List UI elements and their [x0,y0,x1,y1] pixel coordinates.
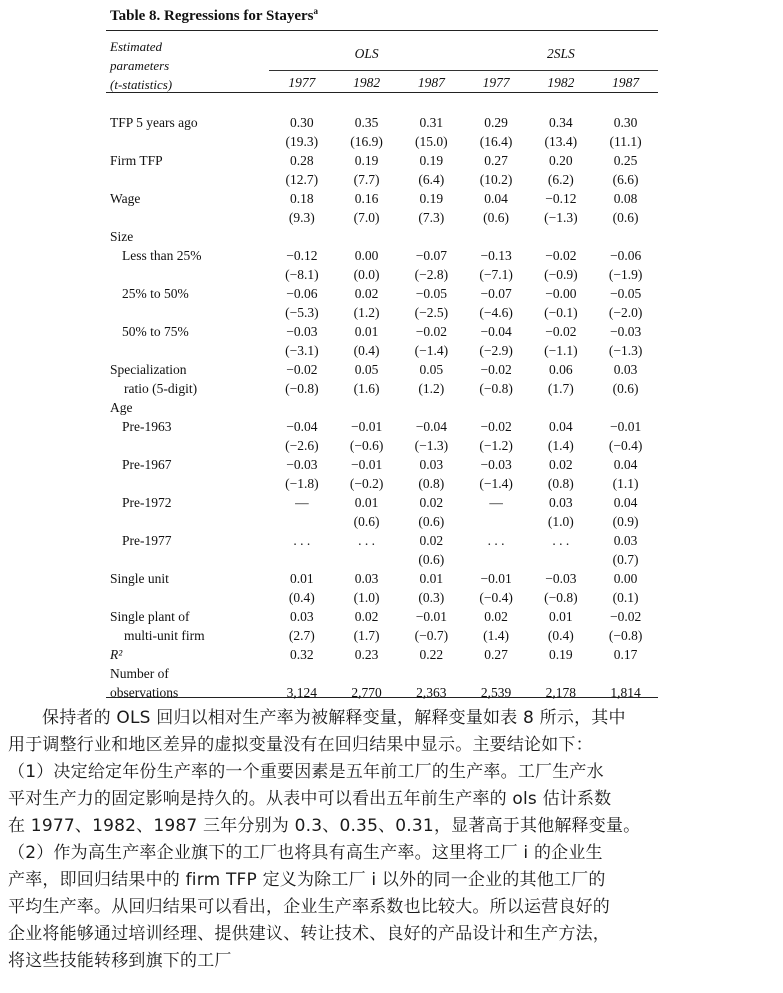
row-label-continued [106,474,269,493]
row-label: Wage [110,191,141,206]
coef-cell: −0.13 [480,248,512,263]
tstat-cell: (−4.6) [479,305,513,320]
tstat-cell: (−0.8) [285,381,319,396]
coef-cell: 0.01 [290,571,314,586]
year-header: 1977 [482,75,510,91]
coef-cell: 0.02 [354,286,379,301]
coef-cell: 0.03 [613,533,638,548]
coef-cell: 0.02 [549,457,573,472]
coef-cell: 0.17 [613,647,638,662]
row-label-continued: observations [110,685,179,700]
coef-cell [593,227,658,246]
tstat-cell [464,550,529,569]
commentary-line: 产率，即回归结果中的 firm TFP 定义为除工厂 i 以外的同一企业的其他工厂的 [8,870,606,890]
tstat-cell: (9.3) [288,210,315,225]
coef-cell [528,398,593,417]
coef-cell: −0.02 [480,419,512,434]
coef-cell: −0.01 [350,419,383,434]
tstat-cell: (−0.4) [608,438,643,453]
coef-cell: 0.19 [419,191,444,206]
table-row [106,227,658,246]
commentary-line: 平均生产率。从回归结果可以看出，企业生产率系数也比较大。所以运营良好的 [8,897,610,917]
row-label-continued [106,512,269,531]
regression-table [106,37,658,702]
coef-cell: −0.01 [350,457,383,472]
coef-cell [269,664,334,683]
coef-cell: −0.04 [415,419,447,434]
table-row [106,151,658,170]
table-row [106,322,658,341]
tstat-cell: (−1.3) [608,343,643,358]
tstat-cell: (6.2) [547,172,574,187]
coef-cell: 0.28 [290,153,314,168]
coef-cell: . . . [487,533,505,548]
coef-cell: 0.03 [549,495,573,510]
table-row [106,246,658,265]
tstat-cell: (−2.0) [608,305,643,320]
table-row-tstat [106,303,658,322]
coef-cell: 0.02 [419,495,444,510]
tstat-cell: (−0.8) [608,628,643,643]
tstat-cell: (−2.9) [479,343,513,358]
tstat-cell: (1.1) [612,476,639,491]
tstat-cell: (1.7) [547,381,574,396]
coef-cell: −0.04 [480,324,512,339]
table-row [106,455,658,474]
table-row-tstat [106,132,658,151]
tstat-cell: (7.7) [353,172,380,187]
obs-cell: 2,363 [416,685,447,700]
tstat-cell: (−0.2) [349,476,384,491]
tstat-cell: (0.8) [547,476,574,491]
coef-cell: −0.01 [609,419,642,434]
table-row [106,569,658,588]
tstat-cell: (1.0) [547,514,574,529]
table-row [106,113,658,132]
table-row-tstat [106,588,658,607]
obs-cell: 2,770 [351,685,382,700]
row-label: Firm TFP [110,153,163,168]
obs-cell: 2,178 [545,685,577,700]
coef-cell: 0.03 [290,609,314,624]
tstat-cell [528,550,593,569]
coef-cell [528,664,593,683]
tstat-cell: (−2.8) [414,267,449,282]
row-label-continued: ratio (5-digit) [124,381,198,396]
table-title-footnote-mark: a [313,6,318,16]
coef-cell: −0.02 [545,324,577,339]
row-label: Pre-1977 [122,533,172,548]
header-label-line: Estimated [110,39,162,54]
tstat-cell: (−0.7) [414,628,449,643]
coef-cell: 0.30 [613,115,638,130]
tstat-cell: (0.6) [418,514,445,529]
coef-cell: −0.05 [415,286,447,301]
coef-cell: 0.19 [354,153,379,168]
coef-cell: 0.03 [419,457,444,472]
table-top-rule [106,30,658,31]
tstat-cell: (−1.8) [285,476,319,491]
tstat-cell: (0.6) [612,210,639,225]
commentary-line: （2）作为高生产率企业旗下的工厂也将具有高生产率。这里将工厂 i 的企业生 [8,843,603,863]
group-header-2sls: 2SLS [464,37,658,71]
tstat-cell: (1.4) [547,438,574,453]
tstat-cell: (−0.8) [479,381,513,396]
coef-cell: 0.04 [549,419,573,434]
table-title-text: Table 8. Regressions for Stayers [110,8,314,24]
coef-cell: 0.31 [419,115,444,130]
tstat-cell: (0.3) [418,590,445,605]
coef-cell: . . . [358,533,376,548]
coef-cell: 0.08 [613,191,638,206]
table-row-tstat [106,265,658,284]
row-label: Size [110,229,134,244]
coef-cell: 0.03 [613,362,638,377]
tstat-cell [269,512,334,531]
tstat-cell: (−0.8) [544,590,578,605]
coef-cell: 0.34 [549,115,573,130]
table-row [106,493,658,512]
row-label-continued: multi-unit firm [124,628,205,643]
year-header: 1987 [417,75,445,91]
year-header: 1977 [288,75,316,91]
group-header-ols: OLS [269,37,463,71]
tstat-cell: (0.0) [353,267,380,282]
table-row-tstat [106,626,658,645]
tstat-cell: (19.3) [285,134,319,149]
commentary-line: 将这些技能转移到旗下的工厂 [8,951,232,971]
row-label: Less than 25% [122,248,202,263]
table-row-tstat [106,683,658,702]
coef-cell [593,664,658,683]
tstat-cell: (0.6) [483,210,510,225]
row-label: 50% to 75% [122,324,189,339]
tstat-cell: (0.1) [612,590,639,605]
coef-cell: 0.30 [290,115,314,130]
row-label-continued [106,341,269,360]
spacer-row [106,94,658,113]
coef-cell: 0.05 [354,362,379,377]
coef-cell: 0.06 [549,362,573,377]
tstat-cell: (−0.9) [544,267,578,282]
table-row [106,645,658,664]
coef-cell: 0.01 [354,324,379,339]
coef-cell: −0.04 [286,419,318,434]
coef-cell [334,398,399,417]
coef-cell: −0.02 [415,324,447,339]
tstat-cell: (−1.3) [414,438,449,453]
row-label-continued [106,588,269,607]
coef-cell [464,398,529,417]
table-row-tstat [106,379,658,398]
row-label: R² [110,647,123,662]
row-label-continued [106,303,269,322]
coef-cell [269,398,334,417]
tstat-cell: (1.6) [353,381,380,396]
coef-cell: 0.19 [419,153,444,168]
header-rule [106,92,658,93]
coef-cell: 0.27 [484,647,508,662]
coef-cell: . . . [293,533,311,548]
coef-cell: −0.06 [286,286,318,301]
tstat-cell: (1.0) [353,590,380,605]
coef-cell: 0.05 [419,362,444,377]
coef-cell: 0.25 [613,153,638,168]
tstat-cell: (−0.6) [349,438,384,453]
tstat-cell: (1.4) [483,628,510,643]
coef-cell: 0.00 [354,248,379,263]
row-label-continued [106,550,269,569]
coef-cell [528,227,593,246]
tstat-cell: (−5.3) [285,305,319,320]
commentary-text [8,705,778,975]
tstat-cell: (−3.1) [285,343,319,358]
coef-cell: 0.01 [419,571,444,586]
tstat-cell: (13.4) [544,134,578,149]
coef-cell: 0.04 [484,191,508,206]
table-row-tstat [106,208,658,227]
tstat-cell: (0.4) [353,343,380,358]
coef-cell: . . . [552,533,570,548]
tstat-cell: (−1.3) [544,210,578,225]
header-label-cell [106,37,269,94]
coef-cell: — [295,495,309,510]
table-row [106,398,658,417]
coef-cell: 0.22 [419,647,444,662]
table-row-tstat [106,550,658,569]
commentary-line: 保持者的 OLS 回归以相对生产率为被解释变量，解释变量如表 8 所示，其中 [42,708,626,728]
tstat-cell: (7.0) [353,210,380,225]
table-row-tstat [106,474,658,493]
coef-cell [464,227,529,246]
coef-cell: 0.00 [613,571,638,586]
coef-cell: −0.03 [480,457,512,472]
table-row [106,607,658,626]
commentary-line: （1）决定给定年份生产率的一个重要因素是五年前工厂的生产率。工厂生产水 [8,762,604,782]
table-row [106,531,658,550]
table-row-tstat [106,170,658,189]
tstat-cell: (1.7) [353,628,380,643]
tstat-cell: (12.7) [285,172,319,187]
row-label-continued [106,436,269,455]
tstat-cell: (−2.5) [414,305,449,320]
coef-cell [334,227,399,246]
coef-cell: −0.03 [609,324,642,339]
row-label: Pre-1972 [122,495,172,510]
row-label: Pre-1963 [122,419,172,434]
coef-cell: — [489,495,503,510]
coef-cell [334,664,399,683]
tstat-cell: (11.1) [609,134,642,149]
row-label: Pre-1967 [122,457,172,472]
tstat-cell: (−0.1) [544,305,578,320]
coef-cell: 0.29 [484,115,508,130]
obs-cell: 1,814 [610,685,641,700]
coef-cell [399,398,464,417]
coef-cell: −0.02 [286,362,318,377]
table-row-tstat [106,341,658,360]
year-header: 1982 [353,75,381,91]
header-label-line: parameters [110,58,170,73]
coef-cell: −0.02 [609,609,642,624]
table-row-tstat [106,436,658,455]
coef-cell: −0.03 [286,324,318,339]
tstat-cell: (−1.2) [479,438,513,453]
table-row [106,284,658,303]
row-label: Number of [110,666,169,681]
obs-cell: 2,539 [480,685,512,700]
row-label: Specialization [110,362,187,377]
tstat-cell: (0.4) [547,628,574,643]
tstat-cell: (16.4) [479,134,513,149]
tstat-cell: (−8.1) [285,267,319,282]
coef-cell: −0.02 [480,362,512,377]
coef-cell [399,664,464,683]
year-header: 1982 [547,75,575,91]
tstat-cell: (0.4) [288,590,315,605]
coef-cell: 0.35 [354,115,379,130]
coef-cell: 0.03 [354,571,379,586]
table-row [106,417,658,436]
coef-cell: 0.01 [549,609,573,624]
coef-cell: −0.00 [545,286,577,301]
coef-cell: 0.02 [419,533,444,548]
row-label-continued [106,170,269,189]
tstat-cell: (2.7) [288,628,315,643]
tstat-cell: (0.6) [612,381,639,396]
table-row [106,664,658,683]
coef-cell: −0.02 [545,248,577,263]
tstat-cell: (0.7) [612,552,639,567]
tstat-cell: (−1.1) [544,343,578,358]
spacer-cell [106,94,658,113]
tstat-cell: (6.6) [612,172,639,187]
tstat-cell: (1.2) [353,305,380,320]
tstat-cell: (0.6) [353,514,380,529]
tstat-cell: (−0.4) [479,590,513,605]
coef-cell: 0.04 [613,495,638,510]
obs-cell: 3,124 [286,685,318,700]
coef-cell: 0.27 [484,153,508,168]
tstat-cell: (0.8) [418,476,445,491]
tstat-cell: (10.2) [479,172,513,187]
row-label-continued [106,265,269,284]
coef-cell [399,227,464,246]
row-label: TFP 5 years ago [110,115,198,130]
row-label-continued [106,132,269,151]
header-label-line: (t-statistics) [110,77,173,92]
commentary-line: 企业将能够通过培训经理、提供建议、转让技术、良好的产品设计和生产方法， [8,924,610,944]
coef-cell: 0.02 [484,609,508,624]
coef-cell: 0.01 [354,495,379,510]
coef-cell: −0.06 [609,248,642,263]
coef-cell: −0.03 [545,571,577,586]
coef-cell: 0.23 [354,647,379,662]
coef-cell: 0.18 [290,191,314,206]
commentary-line: 在 1977、1982、1987 三年分别为 0.3、0.35、0.31，显著高于其他解释变量。 [8,816,641,836]
coef-cell: 0.16 [354,191,379,206]
tstat-cell: (16.9) [350,134,383,149]
table-bottom-rule [106,697,658,698]
coef-cell: −0.07 [480,286,512,301]
coef-cell: 0.04 [613,457,638,472]
coef-cell: 0.32 [290,647,314,662]
tstat-cell: (0.9) [612,514,639,529]
tstat-cell: (7.3) [418,210,445,225]
commentary-line: 用于调整行业和地区差异的虚拟变量没有在回归结果中显示。主要结论如下： [8,735,593,755]
tstat-cell: (1.2) [418,381,445,396]
tstat-cell: (15.0) [415,134,448,149]
coef-cell: −0.03 [286,457,318,472]
tstat-cell: (6.4) [418,172,445,187]
tstat-cell [334,550,399,569]
row-label: Age [110,400,133,415]
coef-cell: −0.01 [415,609,447,624]
header-group-row [106,37,658,71]
year-header: 1987 [612,75,640,91]
row-label-continued [106,208,269,227]
tstat-cell: (0.6) [418,552,445,567]
row-label: Single plant of [110,609,190,624]
tstat-cell: (−1.4) [479,476,513,491]
coef-cell: −0.05 [609,286,642,301]
coef-cell: 0.02 [354,609,379,624]
coef-cell: −0.12 [286,248,318,263]
coef-cell: −0.07 [415,248,447,263]
table-title [110,6,318,25]
tstat-cell: (−1.9) [608,267,643,282]
coef-cell: 0.20 [549,153,573,168]
commentary-line: 平对生产力的固定影响是持久的。从表中可以看出五年前生产率的 ols 估计系数 [8,789,612,809]
coef-cell [269,227,334,246]
tstat-cell [464,512,529,531]
tstat-cell: (−2.6) [285,438,319,453]
tstat-cell: (−1.4) [414,343,449,358]
coef-cell [464,664,529,683]
tstat-cell: (−7.1) [479,267,513,282]
coef-cell: −0.01 [480,571,512,586]
row-label: Single unit [110,571,169,586]
coef-cell [593,398,658,417]
coef-cell: −0.12 [545,191,577,206]
table-row [106,189,658,208]
coef-cell: 0.19 [549,647,573,662]
row-label: 25% to 50% [122,286,189,301]
table-row [106,360,658,379]
table-row-tstat [106,512,658,531]
tstat-cell [269,550,334,569]
